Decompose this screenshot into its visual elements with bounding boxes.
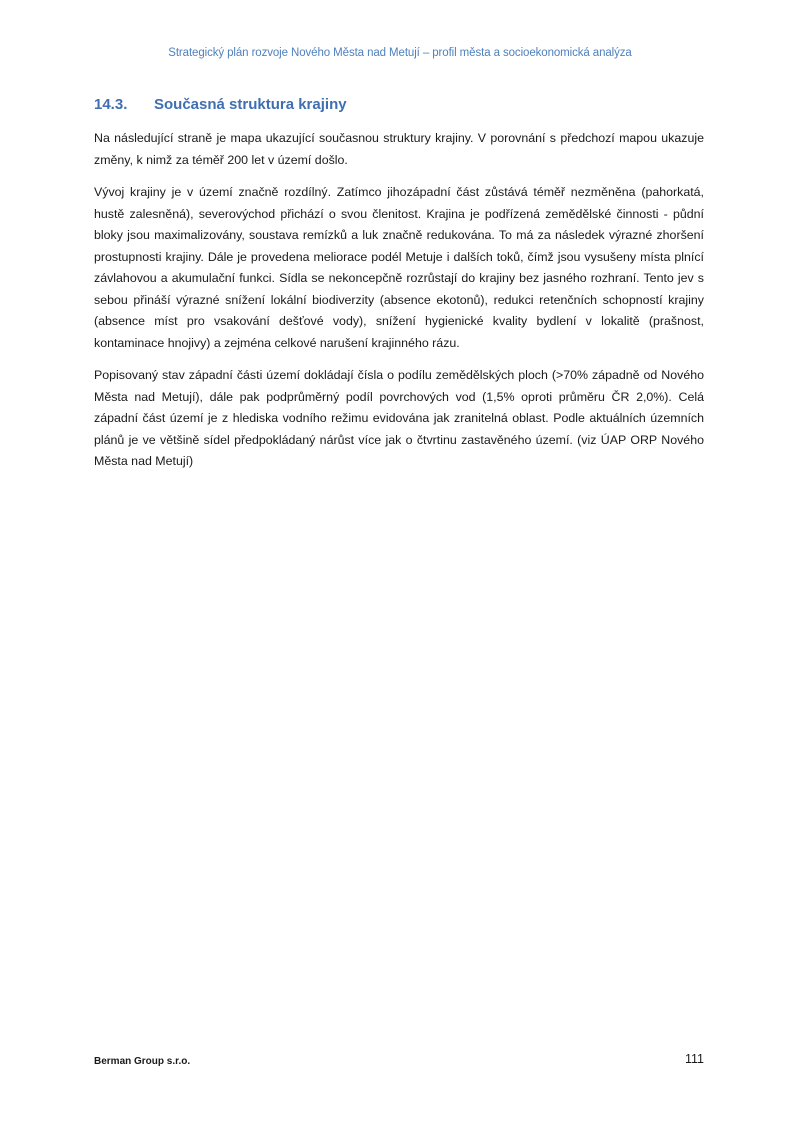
footer-company: Berman Group s.r.o.	[94, 1056, 191, 1067]
page-footer	[94, 1052, 704, 1072]
paragraph-intro: Na následující straně je mapa ukazující současnou struktury krajiny. V porovnání s předchozí mapou ukazuje změny, k nimž za téměř 200 let v území došlo.	[94, 131, 704, 167]
paragraph-landscape-development: Vývoj krajiny je v území značně rozdílný. Zatímco jihozápadní část zůstává téměř nezměněna (pahorkatá, hustě zalesněná), severovýchod přichází o svou členitost. Krajina je podřízená zemědělské činnosti - půdní bloky jsou maximalizovány, soustava remízků a luk značně redukována. To má za následek výrazné zhoršení prostupnosti krajiny. Dále je provedena meliorace podél Metuje i dalších toků, čímž jsou vysušeny místa plnící závlahovou a akumulační funkci. Sídla se nekoncepčně rozrůstají do krajiny bez jasného rozhraní. Tento jev s sebou přináší výrazné snížení lokální biodiverzity (absence ekotonů), redukci retenčních schopností krajiny (absence míst pro vsakování dešťové vody), snížení hygienické kvality bydlení v lokalitě (prašnost, kontaminace hnojivy) a zejména celkové narušení krajinného rázu.	[94, 185, 704, 350]
page-number: 111	[684, 1052, 704, 1066]
section-number: 14.3.	[94, 96, 128, 113]
section-title: Současná struktura krajiny	[154, 96, 347, 113]
body-content	[94, 128, 704, 484]
paragraph-western-part: Popisovaný stav západní části území dokládají čísla o podílu zemědělských ploch (>70% západně od Nového Města nad Metují), dále pak podprůměrný podíl povrchových vod (1,5% oproti průměru ČR 2,0%). Celá západní část území je z hlediska vodního režimu evidována jak zranitelná oblast. Podle aktuálních územních plánů je ve většině sídel předpokládaný nárůst více jak o čtvrtinu zastavěného území. (viz ÚAP ORP Nového Města nad Metují)	[94, 368, 704, 468]
section-heading	[94, 96, 347, 113]
running-header: Strategický plán rozvoje Nového Města nad Metují – profil města a socioekonomická analýza	[168, 47, 632, 59]
